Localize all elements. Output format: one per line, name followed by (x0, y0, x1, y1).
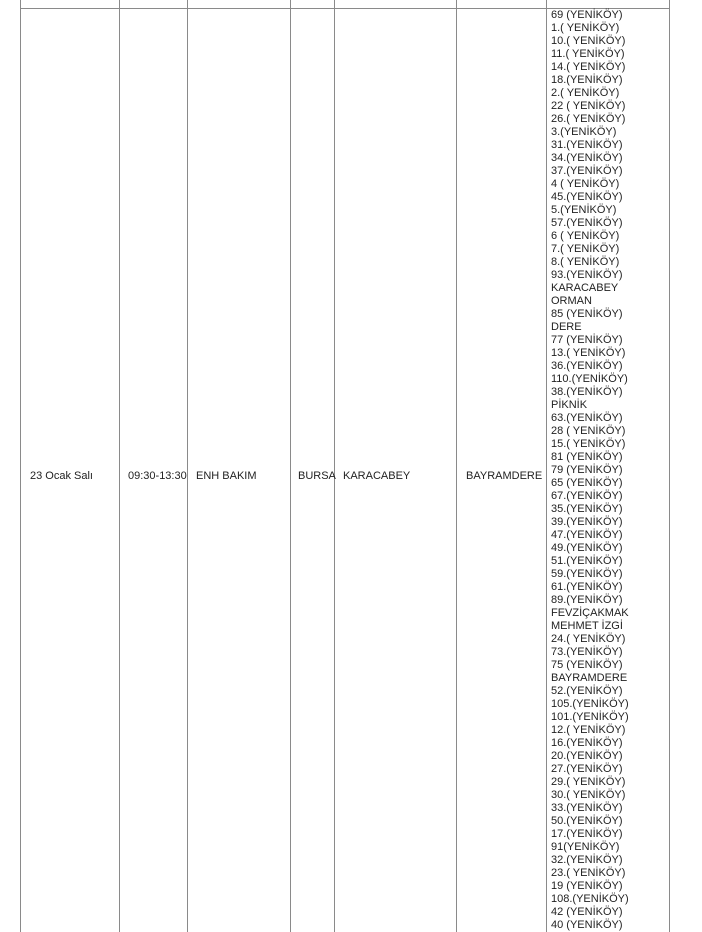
street-item: 20.(YENİKÖY) (551, 750, 623, 762)
street-item: 61.(YENİKÖY) (551, 581, 623, 593)
street-item: 50.(YENİKÖY) (551, 815, 623, 827)
column-divider (546, 0, 547, 932)
street-item: FEVZİÇAKMAK (551, 607, 629, 619)
street-item: 63.(YENİKÖY) (551, 412, 623, 424)
street-item: 79 (YENİKÖY) (551, 464, 623, 476)
street-item: 36.(YENİKÖY) (551, 360, 623, 372)
street-item: 34.(YENİKÖY) (551, 152, 623, 164)
street-item: 52.(YENİKÖY) (551, 685, 623, 697)
street-item: 7.( YENİKÖY) (551, 243, 620, 255)
street-item: 93.(YENİKÖY) (551, 269, 623, 281)
column-divider (187, 0, 188, 932)
street-item: 89.(YENİKÖY) (551, 594, 623, 606)
street-item: 32.(YENİKÖY) (551, 854, 623, 866)
street-item: 77 (YENİKÖY) (551, 334, 623, 346)
street-item: DERE (551, 321, 582, 333)
street-item: 67.(YENİKÖY) (551, 490, 623, 502)
street-item: 51.(YENİKÖY) (551, 555, 623, 567)
street-item: 10.( YENİKÖY) (551, 35, 626, 47)
street-item: 1.( YENİKÖY) (551, 22, 620, 34)
street-item: 6 ( YENİKÖY) (551, 230, 620, 242)
column-divider (119, 0, 120, 932)
street-item: 12.( YENİKÖY) (551, 724, 626, 736)
street-item: 57.(YENİKÖY) (551, 217, 623, 229)
street-item: 18.(YENİKÖY) (551, 74, 623, 86)
street-item: 101.(YENİKÖY) (551, 711, 629, 723)
street-item: 35.(YENİKÖY) (551, 503, 623, 515)
street-item: 85 (YENİKÖY) (551, 308, 623, 320)
street-item: 16.(YENİKÖY) (551, 737, 623, 749)
district-cell: KARACABEY (343, 470, 411, 482)
reason-cell: ENH BAKIM (196, 470, 257, 482)
street-item: 39.(YENİKÖY) (551, 516, 623, 528)
column-divider (290, 0, 291, 932)
street-item: 29.( YENİKÖY) (551, 776, 626, 788)
table-border-left (20, 0, 21, 932)
street-item: 30.( YENİKÖY) (551, 789, 626, 801)
street-item: MEHMET İZGİ (551, 620, 623, 632)
column-divider (456, 0, 457, 932)
street-item: 22 ( YENİKÖY) (551, 100, 626, 112)
street-item: PİKNİK (551, 399, 588, 411)
street-item: 40 (YENİKÖY) (551, 919, 623, 931)
street-item: 3.(YENİKÖY) (551, 126, 617, 138)
street-item: 28 ( YENİKÖY) (551, 425, 626, 437)
street-item: 2.( YENİKÖY) (551, 87, 620, 99)
street-item: 38.(YENİKÖY) (551, 386, 623, 398)
street-item: BAYRAMDERE (551, 672, 628, 684)
street-item: 4 ( YENİKÖY) (551, 178, 620, 190)
street-item: 24.( YENİKÖY) (551, 633, 626, 645)
street-list (551, 9, 629, 932)
street-item: 65 (YENİKÖY) (551, 477, 623, 489)
street-item: 8.( YENİKÖY) (551, 256, 620, 268)
street-item: 108.(YENİKÖY) (551, 893, 629, 905)
street-item: 105.(YENİKÖY) (551, 698, 629, 710)
street-item: 73.(YENİKÖY) (551, 646, 623, 658)
street-item: 81 (YENİKÖY) (551, 451, 623, 463)
street-item: 23.( YENİKÖY) (551, 867, 626, 879)
street-item: 69 (YENİKÖY) (551, 9, 623, 21)
column-divider (334, 0, 335, 932)
street-item: 15.( YENİKÖY) (551, 438, 626, 450)
time-cell: 09:30-13:30 (128, 470, 187, 482)
street-item: 49.(YENİKÖY) (551, 542, 623, 554)
street-item: 37.(YENİKÖY) (551, 165, 623, 177)
street-item: 17.(YENİKÖY) (551, 828, 623, 840)
neighborhood-cell: BAYRAMDERE (466, 470, 543, 482)
street-item: 75 (YENİKÖY) (551, 659, 623, 671)
street-item: 11.( YENİKÖY) (551, 48, 625, 60)
column-divider (669, 0, 670, 932)
street-item: 27.(YENİKÖY) (551, 763, 623, 775)
street-item: 110.(YENİKÖY) (551, 373, 628, 385)
street-item: KARACABEY (551, 282, 619, 294)
street-item: 26.( YENİKÖY) (551, 113, 626, 125)
city-cell: BURSA (298, 470, 336, 482)
street-item: ORMAN (551, 295, 592, 307)
street-item: 45.(YENİKÖY) (551, 191, 623, 203)
street-item: 14.( YENİKÖY) (551, 61, 626, 73)
street-item: 47.(YENİKÖY) (551, 529, 623, 541)
date-cell: 23 Ocak Salı (30, 470, 93, 482)
street-item: 19 (YENİKÖY) (551, 880, 623, 892)
street-item: 59.(YENİKÖY) (551, 568, 623, 580)
street-item: 5.(YENİKÖY) (551, 204, 617, 216)
street-item: 31.(YENİKÖY) (551, 139, 623, 151)
street-item: 42 (YENİKÖY) (551, 906, 623, 918)
street-item: 13.( YENİKÖY) (551, 347, 626, 359)
street-item: 33.(YENİKÖY) (551, 802, 623, 814)
street-item: 91(YENİKÖY) (551, 841, 620, 853)
